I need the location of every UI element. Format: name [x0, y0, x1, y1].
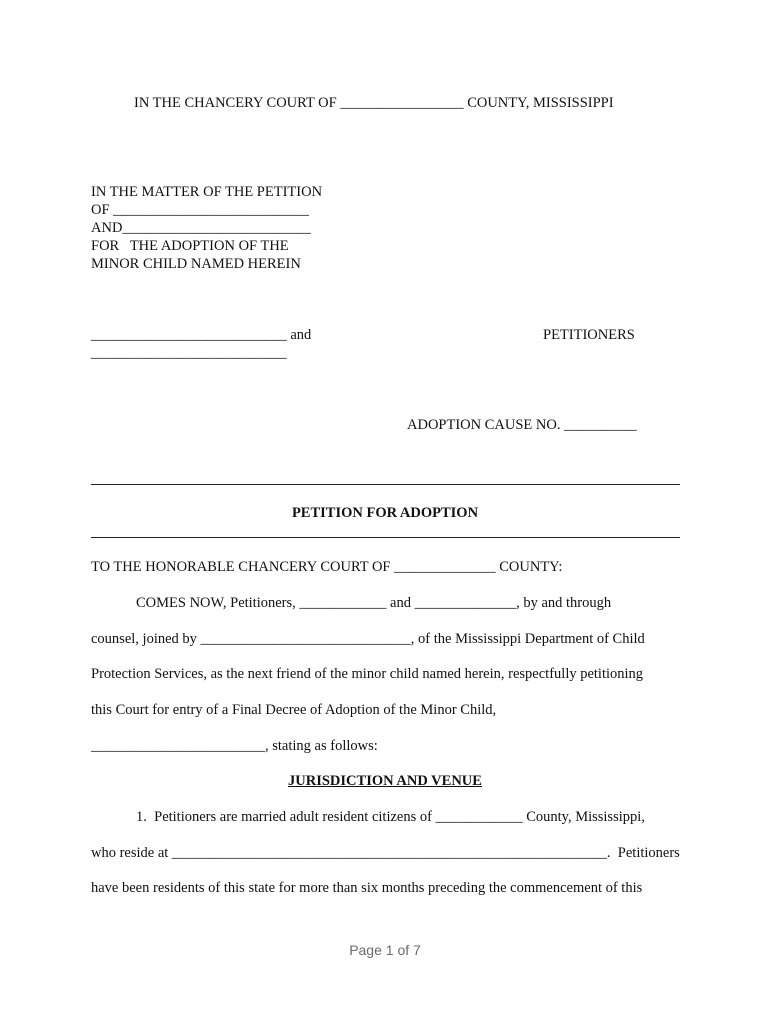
paragraph-line: this Court for entry of a Final Decree of Adoption of the Minor Child,	[91, 702, 497, 718]
title-rule-bottom	[91, 537, 680, 538]
petitioner-name-line-1: ___________________________ and	[91, 327, 312, 343]
caption-line: IN THE MATTER OF THE PETITION	[91, 184, 323, 200]
salutation: TO THE HONORABLE CHANCERY COURT OF ______________ COUNTY:	[91, 559, 563, 575]
caption-line: OF ___________________________	[91, 202, 309, 218]
caption-line: FOR THE ADOPTION OF THE	[91, 238, 289, 254]
paragraph-line: ________________________, stating as follows:	[91, 738, 378, 754]
section-heading: JURISDICTION AND VENUE	[288, 773, 482, 789]
document-title: PETITION FOR ADOPTION	[291, 505, 479, 521]
adoption-cause-number: ADOPTION CAUSE NO. __________	[407, 417, 637, 433]
paragraph-line: who reside at ____________________________________________________________. Petitioners	[91, 845, 680, 861]
petitioner-name-line-2: ___________________________	[91, 345, 287, 361]
petitioners-label: PETITIONERS	[543, 327, 635, 343]
court-header: IN THE CHANCERY COURT OF _________________ COUNTY, MISSISSIPPI	[134, 95, 614, 111]
caption-line: MINOR CHILD NAMED HEREIN	[91, 256, 301, 272]
title-rule-top	[91, 484, 680, 485]
paragraph-line: Protection Services, as the next friend of the minor child named herein, respectfully petitioning	[91, 666, 644, 682]
paragraph-line: counsel, joined by _____________________________, of the Mississippi Department of Child	[91, 631, 645, 647]
caption-line: AND__________________________	[91, 220, 311, 236]
paragraph-line: COMES NOW, Petitioners, ____________ and ______________, by and through	[136, 595, 612, 611]
paragraph-line: have been residents of this state for more than six months preceding the commencement of this	[91, 880, 643, 896]
paragraph-line: 1. Petitioners are married adult resident citizens of ____________ County, Mississippi,	[136, 809, 645, 825]
page-number: Page 1 of 7	[349, 942, 421, 958]
